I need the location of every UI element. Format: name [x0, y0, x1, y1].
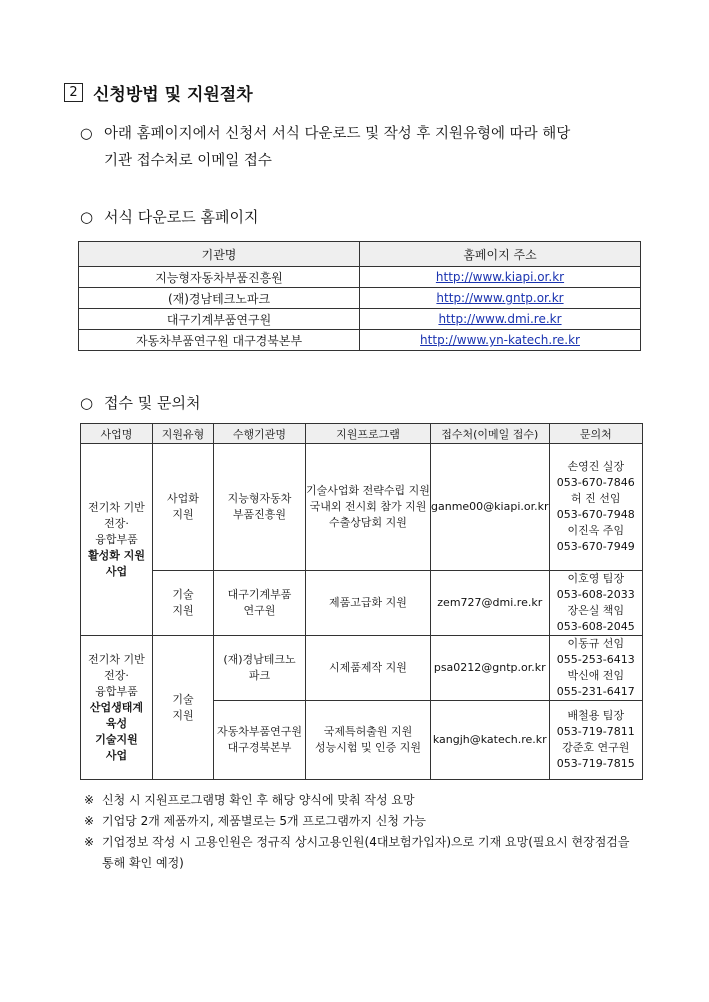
table-row [81, 571, 643, 636]
contact-line: 이호영 팀장 [567, 572, 625, 585]
contact-line: 이진옥 주임 [567, 524, 625, 537]
forms-header-org: 기관명 [79, 242, 360, 267]
note-mark: ※ [84, 793, 95, 807]
contact-line: 장은실 책임 [567, 604, 625, 617]
program-line: 국내외 전시회 참가 지원 [309, 500, 427, 513]
contact-header: 지원유형 [153, 424, 214, 444]
email-cell: ganme00@kiapi.or.kr [431, 444, 550, 571]
program-line: 성능시험 및 인증 지원 [314, 741, 422, 754]
contact-header: 문의처 [549, 424, 642, 444]
forms-url-link[interactable]: http://www.dmi.re.kr [360, 309, 641, 330]
support-type-line: 지원 [172, 508, 194, 521]
business-name-cell [81, 444, 153, 636]
organization-cell [214, 571, 306, 636]
contact-cell [549, 571, 642, 636]
note-text: 신청 시 지원프로그램명 확인 후 해당 양식에 맞춰 작성 요망 [102, 793, 415, 807]
business-name-line: 육성 [105, 716, 128, 730]
contact-heading-text: 접수 및 문의처 [104, 394, 201, 412]
contact-line: 053-719-7811 [556, 725, 635, 738]
organization-line: 대구기계부품 [227, 588, 292, 601]
business-name-line: 산업생태계 [89, 700, 144, 714]
organization-line: 지능형자동차 [227, 492, 292, 505]
business-name-line: 전장· [104, 516, 129, 530]
forms-heading [80, 206, 258, 227]
program-cell [306, 444, 431, 571]
section-title [64, 80, 253, 105]
organization-line: (재)경남테크노 [223, 653, 296, 666]
contact-cell [549, 444, 642, 571]
forms-header-url: 홈페이지 주소 [360, 242, 641, 267]
support-type-line: 사업화 [167, 492, 199, 505]
contact-line: 강준호 연구원 [562, 741, 630, 754]
table-row [81, 636, 643, 701]
intro-paragraph [80, 121, 650, 175]
intro-line-2: 기관 접수처로 이메일 접수 [104, 153, 272, 169]
note-mark: ※ [84, 814, 95, 828]
table-row [79, 330, 641, 351]
note-item [84, 811, 644, 832]
business-name-line: 활성화 지원 [88, 548, 145, 562]
contact-line: 053-719-7815 [556, 757, 635, 770]
organization-cell [214, 701, 306, 780]
program-cell: 제품고급화 지원 [306, 571, 431, 636]
forms-heading-text: 서식 다운로드 홈페이지 [104, 208, 259, 226]
note-item [84, 832, 644, 874]
organization-line: 자동차부품연구원 [216, 725, 302, 738]
business-name-line: 전기차 기반 [88, 652, 145, 666]
contact-table [80, 423, 643, 780]
business-name-line: 기술지원 [95, 732, 138, 746]
forms-url-link[interactable]: http://www.gntp.or.kr [360, 288, 641, 309]
support-type-cell [153, 571, 214, 636]
forms-org: 자동차부품연구원 대구경북본부 [79, 330, 360, 351]
business-name-line: 융합부품 [95, 684, 138, 698]
note-item [84, 790, 644, 811]
forms-org: (재)경남테크노파크 [79, 288, 360, 309]
table-row [79, 267, 641, 288]
business-name-line: 사업 [105, 748, 128, 762]
intro-bullet: ○ [80, 126, 93, 142]
contact-header: 사업명 [81, 424, 153, 444]
organization-line: 연구원 [243, 604, 276, 617]
contact-line: 이동규 선임 [567, 637, 625, 650]
contact-heading [80, 392, 200, 413]
forms-url-link[interactable]: http://www.yn-katech.re.kr [360, 330, 641, 351]
support-type-line: 기술 [172, 588, 194, 601]
contact-bullet: ○ [80, 394, 94, 412]
support-type-cell [153, 636, 214, 780]
contact-header: 접수처(이메일 접수) [431, 424, 550, 444]
contact-line: 손영진 실장 [567, 460, 625, 473]
business-name-line: 융합부품 [95, 532, 138, 546]
email-cell: psa0212@gntp.or.kr [431, 636, 550, 701]
table-row [81, 444, 643, 571]
organization-cell [214, 444, 306, 571]
forms-org: 대구기계부품연구원 [79, 309, 360, 330]
program-line: 국제특허출원 지원 [323, 725, 413, 738]
business-name-line: 전기차 기반 [88, 500, 145, 514]
forms-url-link[interactable]: http://www.kiapi.or.kr [360, 267, 641, 288]
intro-line-1: 아래 홈페이지에서 신청서 서식 다운로드 및 작성 후 지원유형에 따라 해당 [104, 126, 571, 142]
table-row [79, 309, 641, 330]
contact-cell [549, 636, 642, 701]
business-name-cell [81, 636, 153, 780]
contact-header: 지원프로그램 [306, 424, 431, 444]
support-type-line: 기술 [172, 692, 194, 706]
business-name-line: 전장· [104, 668, 129, 682]
contact-line: 053-608-2045 [556, 620, 635, 633]
organization-cell [214, 636, 306, 701]
program-line: 수출상담회 지원 [329, 516, 407, 529]
forms-org: 지능형자동차부품진흥원 [79, 267, 360, 288]
notes-list [84, 790, 644, 874]
organization-line: 부품진흥원 [232, 508, 287, 521]
support-type-line: 지원 [172, 708, 194, 722]
forms-table [78, 241, 641, 351]
section-number: 2 [64, 83, 83, 102]
contact-line: 053-670-7846 [556, 476, 635, 489]
section-title-text: 신청방법 및 지원절차 [93, 85, 253, 105]
note-text: 기업당 2개 제품까지, 제품별로는 5개 프로그램까지 신청 가능 [102, 814, 426, 828]
organization-line: 대구경북본부 [227, 741, 292, 754]
contact-line: 053-670-7948 [556, 508, 635, 521]
email-cell: kangjh@katech.re.kr [431, 701, 550, 780]
support-type-cell [153, 444, 214, 571]
contact-line: 허 진 선임 [571, 492, 621, 505]
contact-header: 수행기관명 [214, 424, 306, 444]
contact-cell [549, 701, 642, 780]
program-cell: 시제품제작 지원 [306, 636, 431, 701]
program-cell [306, 701, 431, 780]
contact-line: 055-231-6417 [556, 685, 635, 698]
organization-line: 파크 [248, 669, 271, 682]
contact-line: 배철용 팀장 [567, 709, 625, 722]
forms-bullet: ○ [80, 208, 94, 226]
note-mark: ※ [84, 835, 95, 849]
note-text: 기업정보 작성 시 고용인원은 정규직 상시고용인원(4대보험가입자)으로 기재 요망(필요시 현장점검을 통해 확인 예정) [102, 835, 630, 870]
contact-line: 055-253-6413 [556, 653, 635, 666]
contact-line: 박신애 전임 [567, 669, 625, 682]
contact-line: 053-670-7949 [556, 540, 635, 553]
email-cell: zem727@dmi.re.kr [431, 571, 550, 636]
table-row [79, 288, 641, 309]
contact-line: 053-608-2033 [556, 588, 635, 601]
business-name-line: 사업 [105, 564, 128, 578]
support-type-line: 지원 [172, 604, 194, 617]
program-line: 기술사업화 전략수립 지원 [306, 484, 430, 497]
